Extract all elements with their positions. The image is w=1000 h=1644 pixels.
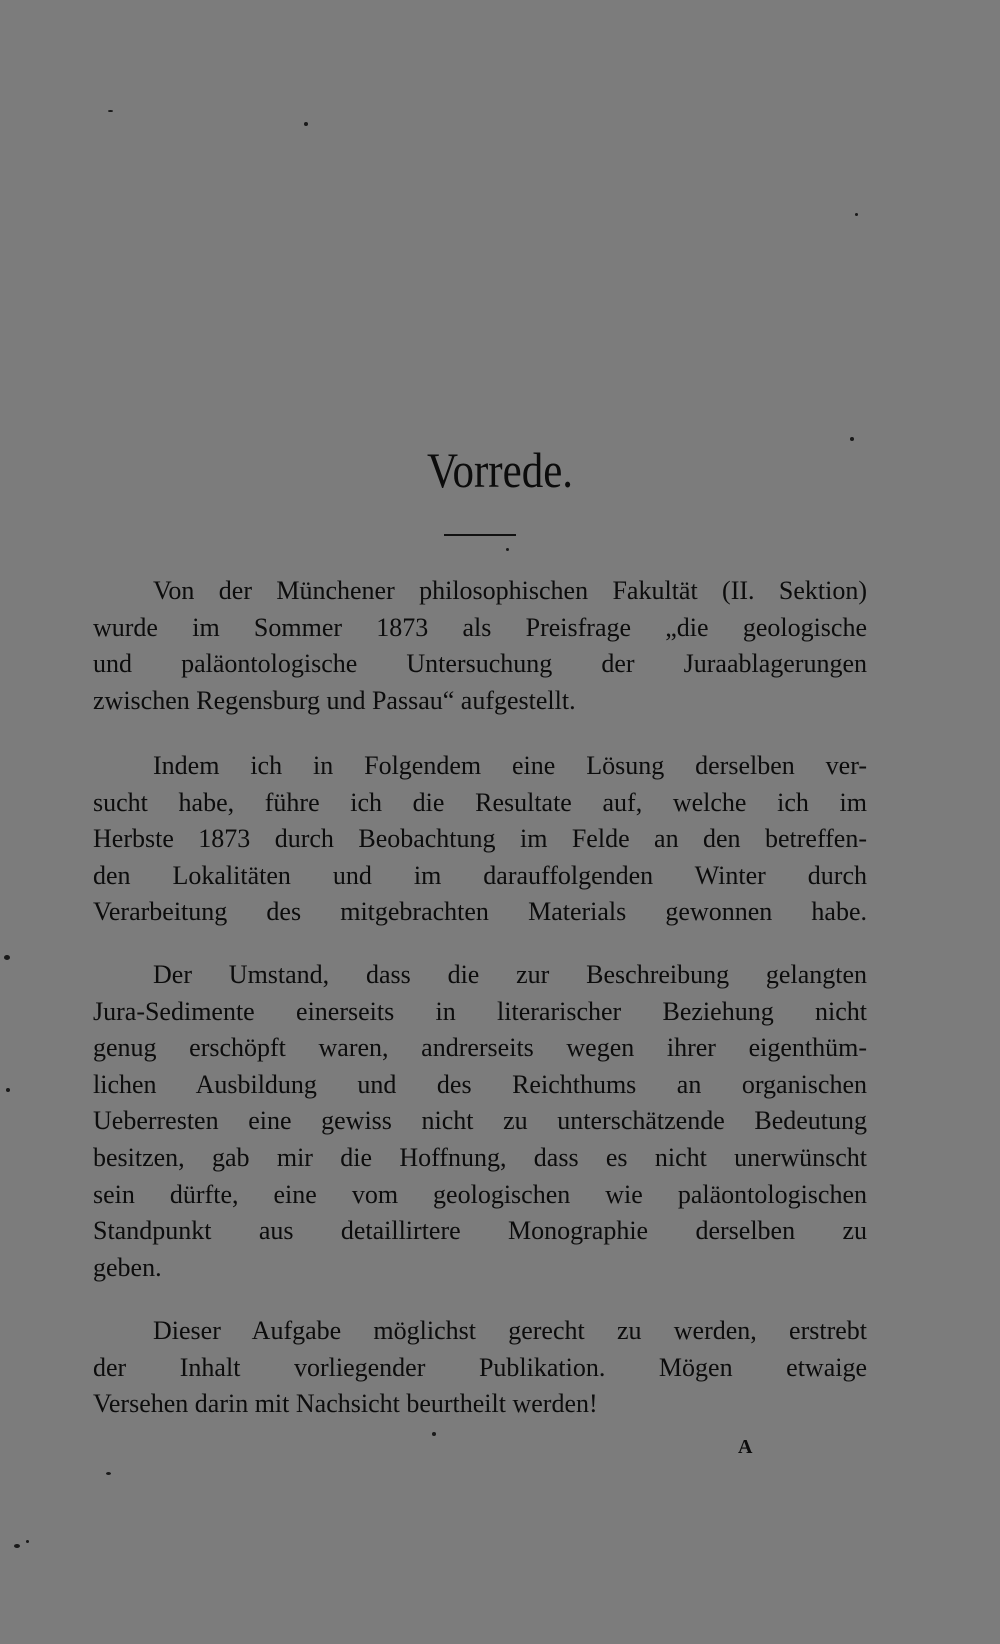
paragraph-line: Jura-Sedimente einerseits in literarischer Beziehung nicht	[93, 996, 867, 1026]
scan-speck	[855, 213, 858, 216]
paragraph-line: Indem ich in Folgendem eine Lösung derselben ver-	[153, 751, 867, 780]
scan-speck	[850, 437, 854, 441]
paragraph-line: besitzen, gab mir die Hoffnung, dass es nicht unerwünscht	[93, 1142, 867, 1172]
scan-speck	[4, 955, 10, 960]
paragraph-line: Standpunkt aus detaillirtere Monographie derselben zu	[93, 1216, 867, 1246]
scan-speck	[26, 1540, 29, 1543]
paragraph-line: Dieser Aufgabe möglichst gerecht zu werden, erstrebt	[153, 1316, 867, 1345]
paragraph-2	[93, 748, 867, 931]
paragraph-line: wurde im Sommer 1873 als Preisfrage „die geologische	[93, 612, 867, 642]
signature-mark: A	[738, 1436, 753, 1458]
paragraph-line: genug erschöpft waren, andrerseits wegen ihrer eigenthüm-	[93, 1033, 867, 1063]
paragraph-1	[93, 573, 867, 719]
paragraph-line: den Lokalitäten und im darauffolgenden Winter durch	[93, 860, 867, 890]
paragraph-line: zwischen Regensburg und Passau“ aufgestellt.	[93, 685, 576, 715]
scan-speck	[14, 1544, 20, 1548]
page-title: Vorrede.	[426, 442, 574, 498]
paragraph-3	[93, 957, 867, 1286]
paragraph-line: sucht habe, führe ich die Resultate auf, welche ich im	[93, 787, 867, 817]
scan-speck	[304, 122, 308, 126]
paragraph-line: sein dürfte, eine vom geologischen wie paläontologischen	[93, 1179, 867, 1209]
title-divider	[444, 534, 516, 536]
paragraph-line: Der Umstand, dass die zur Beschreibung gelangten	[153, 960, 867, 989]
scan-speck	[108, 110, 113, 112]
scan-speck	[6, 1088, 10, 1092]
paragraph-line: der Inhalt vorliegender Publikation. Mögen etwaige	[93, 1352, 867, 1382]
scan-speck	[506, 548, 509, 551]
scan-speck	[106, 1472, 111, 1475]
paragraph-line: Von der Münchener philosophischen Fakultät (II. Sektion)	[153, 576, 867, 605]
paragraph-line: Herbste 1873 durch Beobachtung im Felde an den betreffen-	[93, 824, 867, 854]
paragraph-4	[93, 1313, 867, 1423]
paragraph-line: Versehen darin mit Nachsicht beurtheilt werden!	[93, 1389, 598, 1419]
paragraph-line: geben.	[93, 1252, 162, 1282]
paragraph-line: Ueberresten eine gewiss nicht zu unterschätzende Bedeutung	[93, 1106, 867, 1136]
paragraph-line: Verarbeitung des mitgebrachten Materials gewonnen habe.	[93, 897, 867, 927]
scan-speck	[432, 1432, 436, 1436]
paragraph-line: und paläontologische Untersuchung der Juraablagerungen	[93, 649, 867, 679]
paragraph-line: lichen Ausbildung und des Reichthums an organischen	[93, 1069, 867, 1099]
